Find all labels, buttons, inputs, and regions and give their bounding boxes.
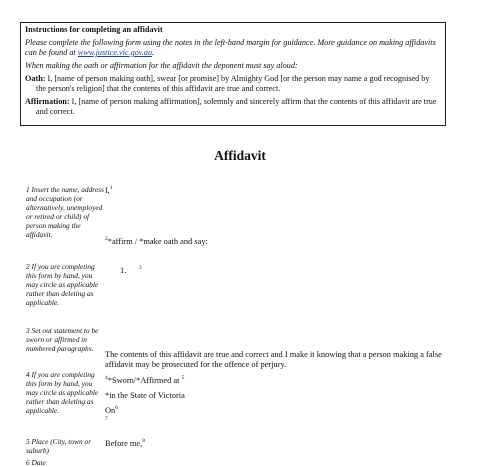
oath-paragraph	[25, 74, 441, 94]
footnote-ref-1: 1	[109, 185, 113, 192]
instructions-guidance	[25, 38, 441, 58]
instructions-title: Instructions for completing an affidavit	[25, 25, 163, 34]
paragraph-1	[120, 266, 142, 276]
guidance-text: Please complete the following form using the notes in the left-hand margin for guidance. More guidance on making affidavits can be found at	[25, 38, 436, 57]
footnote-ref-2: 2	[105, 236, 108, 243]
footnote-7-line	[105, 417, 108, 427]
before-me-text: Before me,	[105, 439, 143, 448]
guidance-end: .	[152, 48, 155, 57]
affirmation-paragraph	[25, 97, 441, 117]
margin-note-2: 2 If you are completing this form by hand, you may circle as applicable rather than deleting as applicable.	[26, 262, 99, 307]
date-line	[105, 406, 118, 416]
deponent-line	[105, 186, 113, 196]
deponent-i: I,	[105, 186, 110, 195]
guidance-link[interactable]: www.justice.vic.gov.au	[77, 48, 153, 57]
margin-note-5: 5 Place (City, town or suburb)	[26, 437, 92, 455]
oath-label: Oath:	[25, 74, 46, 83]
before-me-line	[105, 439, 145, 449]
affirm-line	[105, 237, 208, 247]
page-title: Affidavit	[214, 148, 266, 163]
margin-note-6: 6 Date	[26, 458, 46, 467]
sworn-text: *Sworn/*Affirmed at	[107, 376, 180, 385]
instructions-box	[20, 22, 446, 126]
sworn-line	[105, 376, 184, 386]
affirmation-text: I, [name of person making affirmation], solemnly and sincerely affirm that the contents of this affidavit are true and correct.	[36, 97, 437, 116]
instructions-say-aloud: When making the oath or affirmation for the affidavit the deponent must say aloud:	[25, 61, 298, 70]
affirmation-label: Affirmation:	[25, 97, 70, 106]
footnote-ref-5: 5	[181, 375, 185, 382]
paragraph-number: 1.	[120, 266, 127, 275]
footnote-ref-3: 3	[138, 265, 142, 272]
margin-note-3: 3 Set out statement to be sworn or affirmed in numbered paragraphs.	[26, 326, 99, 353]
margin-note-4: 4 If you are completing this form by hand, you may circle as applicable rather than deleting as applicable.	[26, 370, 99, 415]
footnote-ref-8: 8	[142, 438, 145, 445]
perjury-statement: The contents of this affidavit are true and correct and I make it knowing that a person making a false affidavit may be prosecuted for the offence of perjury.	[105, 350, 442, 369]
state-line: *in the State of Victoria	[105, 391, 185, 400]
on-text: On	[105, 406, 116, 415]
footnote-ref-4: 4	[105, 375, 108, 382]
affirm-text: *affirm / *make oath and say:	[107, 237, 208, 246]
footnote-ref-6: 6	[115, 405, 118, 412]
margin-note-1: 1 Insert the name, address and occupation (or alternatively, unemployed or retired or child) of person making the affidavit.	[26, 185, 104, 239]
oath-text: I, [name of person making oath], swear [or promise] by Almighty God [or the person may name a god recognised by the person's religion] that the contents of this affidavit are true and correct.	[36, 74, 430, 93]
footnote-ref-7: 7	[105, 416, 108, 423]
